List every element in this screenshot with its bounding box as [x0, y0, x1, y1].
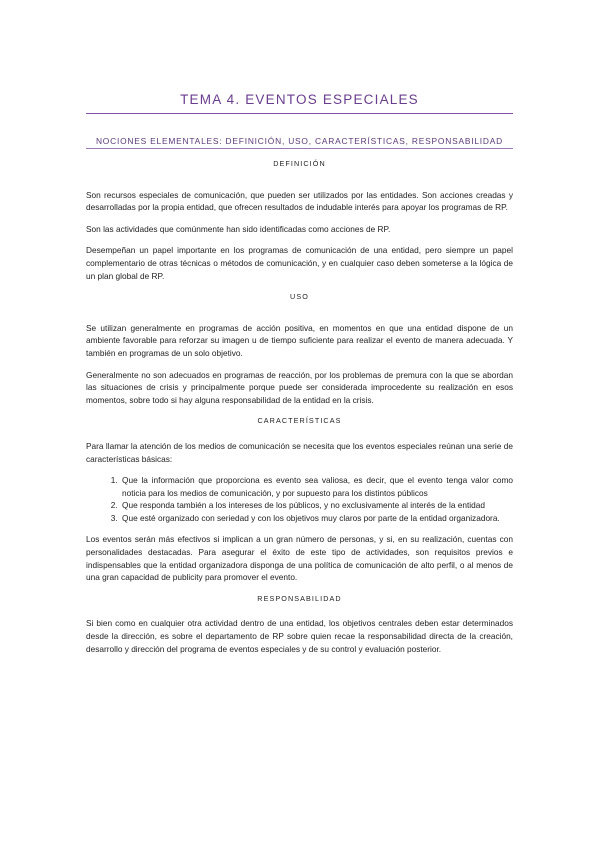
list-item: 1. Que la información que proporciona es evento sea valiosa, es decir, que el evento tenga valor como noticia para los medios de comunicación, y por supuesto para los distintos públicos: [120, 474, 513, 499]
uso-paragraph-2: Generalmente no son adecuados en programas de reacción, por los problemas de premura con la que se abordan las situaciones de crisis y principalmente porque puede ser considerada improcedente su realización en esos momentos, sobre todo si hay alguna responsabilidad de la entidad en la crisis.: [86, 369, 513, 405]
title-divider: [86, 113, 513, 114]
document-body: [86, 158, 513, 664]
section-heading-uso: USO: [290, 292, 309, 302]
caracteristicas-closing: Los eventos serán más efectivos si implican a un gran número de personas, y si, en su realización, cuentas con personalidades destacadas. Para asegurar el éxito de este tipo de actividades, son requisitos previos e indispensables que la entidad organizadora disponga de una política de comunicación de alto perfil, o al menos de una gran capacidad de publicity para promover el evento.: [86, 534, 513, 583]
definicion-paragraph-3: Desempeñan un papel importante en los programas de comunicación de una entidad, pero siempre un papel complementario de otras técnicas o métodos de comunicación, y en cualquier caso deben someterse a la lógica de un plan global de RP.: [86, 245, 513, 281]
section-heading-caracteristicas: CARACTERÍSTICAS: [257, 416, 342, 426]
subtitle-divider: [86, 148, 513, 149]
list-item: 2. Que responda también a los intereses de los públicos, y no exclusivamente al interés de la entidad: [120, 499, 513, 512]
uso-paragraph-1: Se utilizan generalmente en programas de acción positiva, en momentos en que una entidad dispone de un ambiente favorable para reforzar su imagen u de tiempo suficiente para realizar el evento de manera adecuada. Y también en programas de un solo objetivo.: [86, 322, 513, 358]
list-item: 3. Que esté organizado con seriedad y con los objetivos muy claros por parte de la entidad organizadora.: [120, 512, 513, 525]
page-subtitle: NOCIONES ELEMENTALES: DEFINICIÓN, USO, CARACTERÍSTICAS, RESPONSABILIDAD: [95, 136, 504, 146]
section-heading-responsabilidad: RESPONSABILIDAD: [257, 593, 342, 603]
responsabilidad-paragraph-1: Si bien como en cualquier otra actividad dentro de una entidad, los objetivos centrales deben estar determinados desde la dirección, es sobre el departamento de RP sobre quien recae la responsabilidad directa de la creación, desarrollo y dirección del programa de eventos especiales y de su control y evaluación posterior.: [86, 618, 513, 654]
page-title: TEMA 4. EVENTOS ESPECIALES: [180, 92, 419, 107]
caracteristicas-list: [86, 474, 513, 524]
caracteristicas-intro: Para llamar la atención de los medios de comunicación se necesita que los eventos especiales reúnan una serie de características básicas:: [86, 440, 513, 464]
definicion-paragraph-2: Son las actividades que comúnmente han sido identificadas como acciones de RP.: [86, 223, 391, 234]
definicion-paragraph-1: Son recursos especiales de comunicación, que pueden ser utilizados por las entidades. Son acciones creadas y desarrolladas por la propia entidad, que ofrecen resultados de indudable interés para apoyar los programas de RP.: [86, 189, 513, 213]
section-heading-definicion: DEFINICIÓN: [273, 159, 326, 168]
